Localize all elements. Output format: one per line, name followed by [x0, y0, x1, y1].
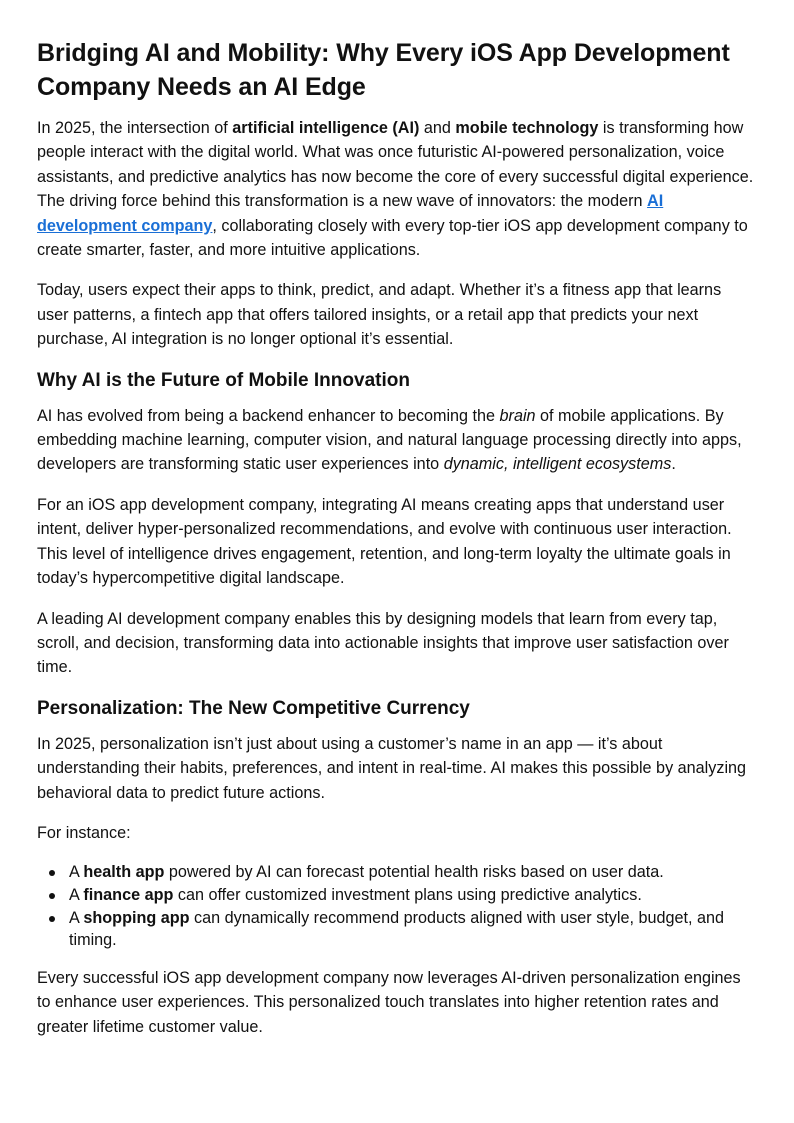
bold-term-ai: artificial intelligence (AI) [232, 119, 420, 137]
intro-text: , collaborating closely with every top-tier iOS app development company to create smarter, faster, and more intuitive applications. [37, 216, 748, 260]
section-heading-personalization: Personalization: The New Competitive Currency [37, 697, 470, 719]
section2-paragraph-2: For instance: [37, 823, 131, 842]
intro-paragraph-1 [37, 116, 757, 262]
list-item-text: can offer customized investment plans using predictive analytics. [173, 885, 642, 904]
list-item-bold: shopping app [83, 908, 190, 927]
intro-text: is transforming how people interact with the digital world. What was once futuristic AI-powered personalization, voice assistants, and predictive analytics has now become the core of every successful digital experience. The driving force behind this transformation is a new wave of innovators: the modern [37, 119, 754, 211]
section1-paragraph-2: For an iOS app development company, integrating AI means creating apps that understand user intent, deliver hyper-personalized recommendations, and evolve with continuous user interaction. This level of intelligence drives engagement, retention, and long-term loyalty the ultimate goals in today’s hypercompetitive digital landscape. [37, 495, 732, 588]
page-title: Bridging AI and Mobility: Why Every iOS App Development Company Needs an AI Edge [37, 39, 730, 101]
bullet-icon [49, 916, 55, 922]
bold-term-mobile: mobile technology [455, 119, 599, 137]
bullet-icon [49, 870, 55, 876]
body-text: of mobile applications. By embedding machine learning, computer vision, and natural language processing directly into apps, developers are transforming static user experiences into [37, 406, 742, 474]
body-text: . [671, 455, 676, 474]
list-item-text: A [69, 863, 84, 882]
bullet-icon [49, 893, 55, 899]
intro-paragraph-2: Today, users expect their apps to think, predict, and adapt. Whether it’s a fitness app that learns user patterns, a fintech app that offers tailored insights, or a retail app that predicts your next purchase, AI integration is no longer optional it’s essential. [37, 281, 722, 349]
list-item-bold: finance app [83, 885, 174, 904]
list-item [69, 884, 757, 907]
section1-paragraph-3: A leading AI development company enables this by designing models that learn from every tap, scroll, and decision, transforming data into actionable insights that improve user satisfaction over time. [37, 609, 729, 677]
section-heading-ai-future: Why AI is the Future of Mobile Innovation [37, 369, 410, 391]
bullet-list [37, 861, 757, 951]
list-item-text: can dynamically recommend products aligned with user style, budget, and timing. [69, 908, 724, 950]
section2-paragraph-1: In 2025, personalization isn’t just about using a customer’s name in an app — it’s about understanding their habits, preferences, and intent in real-time. AI makes this possible by analyzing behavioral data to predict future actions. [37, 734, 747, 802]
list-item-text: A [69, 908, 84, 927]
list-item [69, 861, 757, 884]
intro-text: In 2025, the intersection of [37, 119, 233, 137]
italic-term-ecosystems: dynamic, intelligent ecosystems [443, 455, 672, 474]
italic-term-brain: brain [499, 406, 536, 425]
list-item-bold: health app [83, 863, 165, 882]
intro-text: and [419, 119, 456, 137]
ai-development-company-link[interactable]: AI development company [37, 192, 664, 235]
section2-paragraph-3: Every successful iOS app development company now leverages AI-driven personalization engines to enhance user experiences. This personalized touch translates into higher retention rates and greater lifetime customer value. [37, 968, 741, 1036]
list-item-text: powered by AI can forecast potential health risks based on user data. [164, 863, 664, 882]
list-item [69, 907, 757, 952]
body-text: AI has evolved from being a backend enhancer to becoming the [37, 406, 500, 425]
list-item-text: A [69, 885, 84, 904]
section1-paragraph-1 [37, 404, 757, 477]
